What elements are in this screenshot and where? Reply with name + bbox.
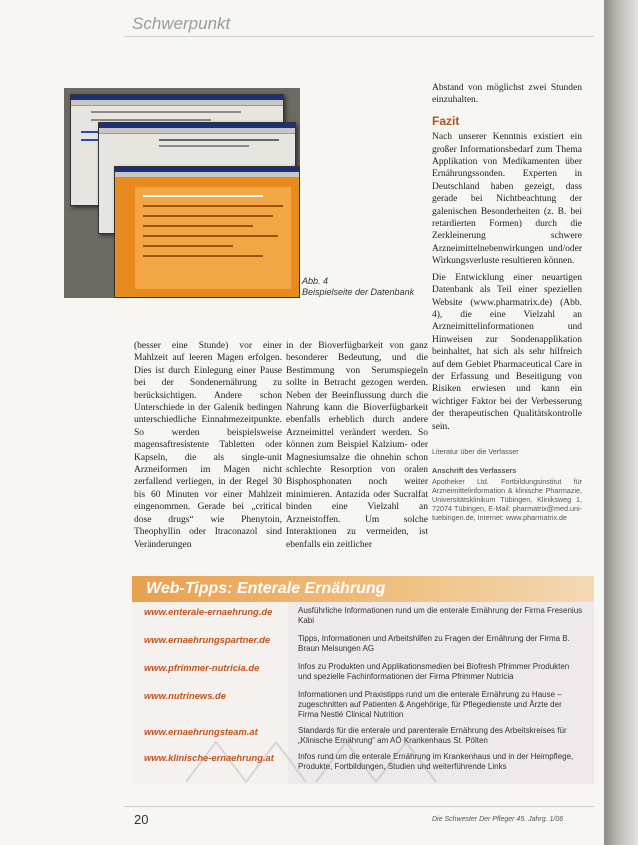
fazit-heading: Fazit <box>432 113 460 128</box>
fazit-paragraph-2: Die Entwicklung einer neuartigen Datenbank als Teil einer speziellen Website (www.pharmatrix.de) (Abb. 4), die eine Vielzahl an Arzneimittelinformationen und Hinweisen zur Sondenapplikation beinhaltet, hat sich als sehr hilfreich auf dem Gebiet Pharmaceutical Care in der Erfassung und Beseitigung von Risiken erwiesen und kann ein wichtiger Faktor bei der Verbesserung der therapeutischen Qualitätskontrolle sein. <box>432 272 582 432</box>
web-tips-header <box>132 576 594 602</box>
web-tips-title: Web-Tipps: Enterale Ernährung <box>146 580 386 597</box>
text-column-1: (besser eine Stunde) vor einer Mahlzeit auf leeren Magen erfolgen. Dies ist durch Einlegung einer Pause bei der Sondenernährung zu berücksichtigen. Andere schon Unterschiede in der Galenik bedingen unterschiedliche Einnahmezeitpunkte. So werden beispielsweise magensaftresistente Tabletten oder Kapseln, die als single-unit Arzneiformen im Magen nicht zerfallend verliegen, in der Regel 30 bis 60 Minuten vor einer Mahlzeit eingenommen. Gerade bei „critical dose drugs“ wie Phenytoin, Theophyllin oder Itraconazol sind Veränderungen <box>134 341 282 550</box>
text-column-3 <box>432 82 582 522</box>
top-divider <box>124 36 594 37</box>
web-tip-description: Informationen und Praxistipps rund um die enterale Ernährung zu Hause – zugeschnitten auf Patienten & Angehörige, für Pflegedienste und Ärzte der Firma Nestlé Clinical Nutrition <box>298 690 562 719</box>
text-column-2: in der Bioverfügbarkeit von ganz besonderer Bedeutung, und die Bestimmung von Serumspiegeln sollte in Betracht gezogen werden. Neben der Beeinflussung durch die Nahrung kann die Bioverfügbarkeit ebenfalls erheblich durch andere Arzneimittel verändert werden. So können zum Beispiel Kalzium- oder Magnesiumsalze die ohnehin schon schlechte Resorption von oralen Bisphosphonaten noch weiter minimieren. Antazida oder Sucralfat binden eine Vielzahl an Arzneistoffen. Um solche Interaktionen zu vermeiden, ist ebenfalls ein zeitlicher <box>286 341 428 550</box>
web-tip-link[interactable]: www.ernaehrungspartner.de <box>144 634 271 645</box>
figure-caption-text: Beispielseite der Datenbank <box>302 287 415 297</box>
author-address: Apotheker Ltd. Fortbildungsinstitut für Arzneimittelinformation & klinische Pharmazie, Universitätsklinikum Tübingen, Kliniksweg 1, 72074 Tübingen, E-Mail: pharmatrix@med.uni-tuebingen.de, Internet: www.pharmatrix.de <box>432 476 582 522</box>
fazit-paragraph-1: Nach unserer Kenntnis existiert ein großer Informationsbedarf zum Thema Applikation von Medikamenten über Ernährungssonden. Experten in Deutschland haben gezeigt, dass gerade bei Nichtbeachtung der galenischen Besonderheiten (z. B. bei retardierten Formen) durch die Zerkleinerung schwere Arzneimittelnebenwirkungen und/oder Wirkungsverluste resultieren können. <box>432 132 582 267</box>
running-footer: Die Schwester Der Pfleger 45. Jahrg. 1/06 <box>432 816 564 823</box>
web-tip-description: Infos zu Produkten und Applikationsmedien bei Biofresh Pfrimmer Produkten und spezielle Fachinformationen der Firma Pfrimmer Nutricia <box>298 662 570 681</box>
web-tip-link[interactable]: www.pfrimmer-nutricia.de <box>144 662 260 673</box>
column-3-continuation: Abstand von möglichst zwei Stunden einzuhalten. <box>432 83 582 106</box>
figure-caption <box>302 276 414 298</box>
decorative-watermark <box>176 732 476 792</box>
browser-window-front <box>114 166 300 298</box>
web-tip-link[interactable]: www.ernaehrungsteam.at <box>144 726 258 737</box>
page-number: 20 <box>134 812 149 827</box>
page-edge-shadow <box>604 0 638 845</box>
bottom-divider <box>124 806 594 807</box>
literature-note: Literatur über die Verfasser <box>432 446 519 456</box>
web-tip-description: Standards für die enterale und parenterale Ernährung des Arbeitskreises für „Klinische Ernährung“ am AÖ Krankenhaus St. Pölten <box>298 726 567 745</box>
section-title: Schwerpunkt <box>132 14 231 33</box>
web-tip-link[interactable]: www.enterale-ernaehrung.de <box>144 606 273 617</box>
web-tip-description: Tipps, Informationen und Arbeitshilfen zu Fragen der Ernährung der Firma B. Braun Melsungen AG <box>298 634 570 653</box>
author-address-label: Anschrift des Verfassers <box>432 465 517 475</box>
web-tip-description: Infos rund um die enterale Ernährung im Krankenhaus und in der Heimpflege, Produkte, Fortbildungen, Studien und weiterführende Links <box>298 752 574 771</box>
figure-number: Abb. 4 <box>302 276 329 286</box>
database-screenshot-figure <box>64 88 300 298</box>
web-tip-link[interactable]: www.nutrinews.de <box>144 690 226 701</box>
web-tip-description: Ausführliche Informationen rund um die enterale Ernährung der Firma Fresenius Kabi <box>298 606 583 625</box>
web-tip-link[interactable]: www.klinische-ernaehrung.at <box>144 752 274 763</box>
